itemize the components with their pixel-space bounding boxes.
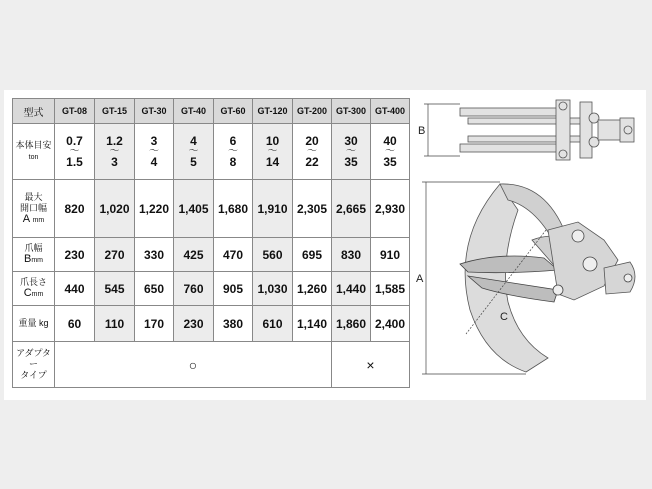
spec-panel [4, 90, 646, 400]
model-header-cell: GT-15 [95, 99, 135, 124]
length-cell: 650 [135, 272, 174, 306]
width-cell: 560 [253, 238, 293, 272]
ton-row [13, 124, 410, 180]
adapter-row [13, 342, 410, 388]
model-header-cell: GT-60 [214, 99, 253, 124]
open-cell: 1,405 [174, 180, 214, 238]
ton-cell: 10 ～ 14 [253, 124, 293, 180]
width-cell: 230 [55, 238, 95, 272]
weight-cell: 1,860 [332, 306, 371, 342]
open-label: 最大 開口幅 A mm [13, 180, 55, 238]
adapter-yes-cell: ○ [55, 342, 332, 388]
weight-cell: 2,400 [371, 306, 410, 342]
model-header-cell: GT-120 [253, 99, 293, 124]
weight-cell: 170 [135, 306, 174, 342]
model-header-cell: GT-08 [55, 99, 95, 124]
length-cell: 440 [55, 272, 95, 306]
dimension-a-label: A [416, 273, 424, 285]
ton-cell: 3 ～ 4 [135, 124, 174, 180]
open-cell: 2,305 [293, 180, 332, 238]
length-label: 爪長さ Cmm [13, 272, 55, 306]
adapter-label: アダプター タイプ [13, 342, 55, 388]
grapple-dimension-diagram [408, 90, 648, 400]
ton-cell: 6 ～ 8 [214, 124, 253, 180]
ton-cell: 40 ～ 35 [371, 124, 410, 180]
ton-label [13, 124, 55, 180]
ton-cell: 4 ～ 5 [174, 124, 214, 180]
ton-unit: ton [28, 154, 39, 161]
length-cell: 760 [174, 272, 214, 306]
width-cell: 330 [135, 238, 174, 272]
open-cell: 1,020 [95, 180, 135, 238]
weight-cell: 380 [214, 306, 253, 342]
dimension-b-label: B [418, 125, 426, 137]
length-cell: 1,585 [371, 272, 410, 306]
top-view-drawing [460, 100, 634, 160]
open-cell: 1,220 [135, 180, 174, 238]
side-view-drawing [460, 184, 635, 372]
model-header-cell: GT-40 [174, 99, 214, 124]
length-cell: 1,030 [253, 272, 293, 306]
weight-label: 重量 kg [13, 306, 55, 342]
open-cell: 1,910 [253, 180, 293, 238]
weight-cell: 60 [55, 306, 95, 342]
model-header-cell: GT-300 [332, 99, 371, 124]
length-row [13, 272, 410, 306]
open-cell: 820 [55, 180, 95, 238]
width-row [13, 238, 410, 272]
weight-cell: 610 [253, 306, 293, 342]
open-cell: 2,930 [371, 180, 410, 238]
open-cell: 1,680 [214, 180, 253, 238]
ton-cell: 20 ～ 22 [293, 124, 332, 180]
width-cell: 470 [214, 238, 253, 272]
model-header: 型式 [13, 99, 55, 124]
width-cell: 830 [332, 238, 371, 272]
dimension-c-label: C [500, 311, 508, 323]
width-cell: 695 [293, 238, 332, 272]
model-header-cell: GT-200 [293, 99, 332, 124]
length-cell: 545 [95, 272, 135, 306]
ton-cell: 30 ～ 35 [332, 124, 371, 180]
open-cell: 2,665 [332, 180, 371, 238]
weight-cell: 230 [174, 306, 214, 342]
ton-cell: 0.7 ～ 1.5 [55, 124, 95, 180]
spec-table [12, 98, 410, 388]
width-cell: 425 [174, 238, 214, 272]
header-row [13, 99, 410, 124]
model-header-cell: GT-30 [135, 99, 174, 124]
width-label: 爪幅 Bmm [13, 238, 55, 272]
open-row [13, 180, 410, 238]
weight-cell: 110 [95, 306, 135, 342]
adapter-no-cell: × [332, 342, 410, 388]
width-cell: 910 [371, 238, 410, 272]
weight-cell: 1,140 [293, 306, 332, 342]
length-cell: 905 [214, 272, 253, 306]
model-header-cell: GT-400 [371, 99, 410, 124]
width-cell: 270 [95, 238, 135, 272]
ton-cell: 1.2 ～ 3 [95, 124, 135, 180]
length-cell: 1,260 [293, 272, 332, 306]
weight-row [13, 306, 410, 342]
dimension-b-lines [424, 104, 460, 156]
ton-label-text: 本体目安 [15, 140, 52, 150]
length-cell: 1,440 [332, 272, 371, 306]
